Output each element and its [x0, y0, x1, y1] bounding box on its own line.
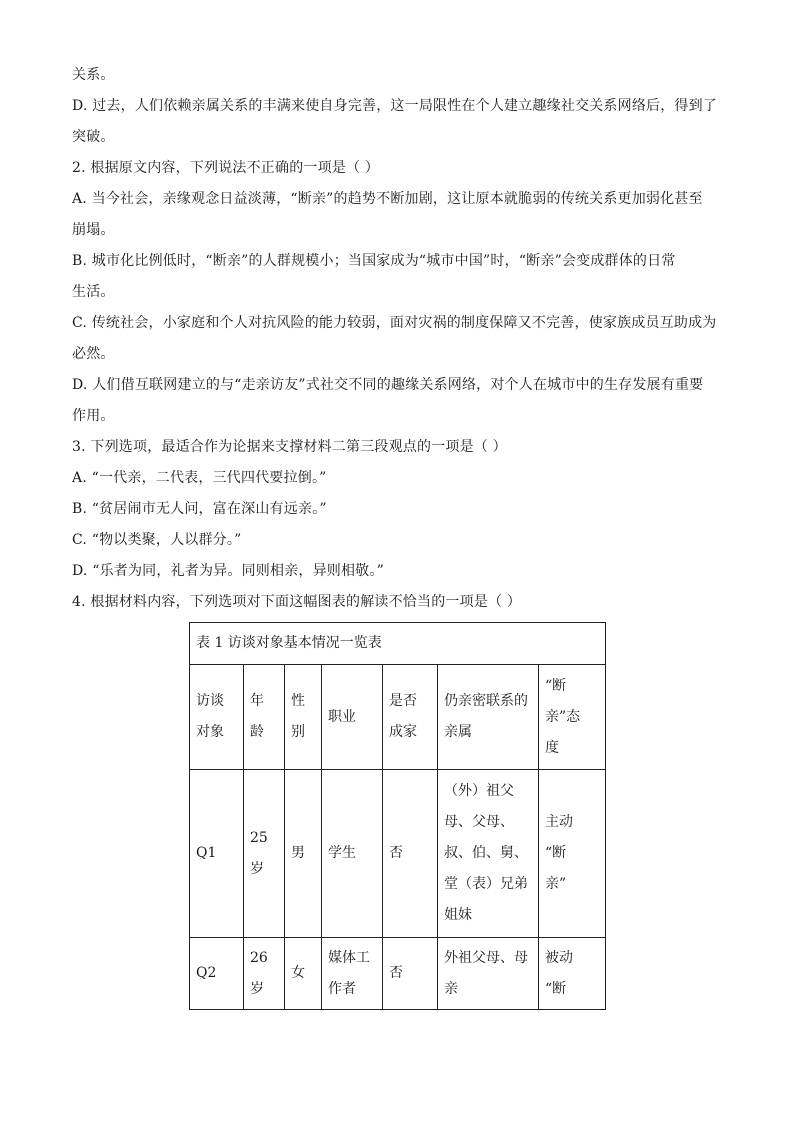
header-cell: 年 龄	[244, 665, 285, 770]
option-c-line: C. “物以类聚，人以群分。”	[72, 532, 242, 548]
option-d-line: D. 人们借互联网建立的与“走亲访友”式社交不同的趣缘关系网络，对个人在城市中的生存发展有重要	[72, 377, 704, 393]
table-cell: 26 岁	[244, 938, 285, 1010]
table-cell: 外祖父母、母 亲	[438, 938, 539, 1010]
table-cell: 学生	[322, 770, 383, 938]
question-3: 3. 下列选项，最适合作为论据来支撑材料二第三段观点的一项是（ ）	[72, 439, 507, 455]
table-cell: Q1	[190, 770, 244, 938]
text-line: 作用。	[72, 408, 115, 424]
table-caption-row	[190, 623, 606, 665]
table-caption: 表 1 访谈对象基本情况一览表	[190, 623, 606, 665]
text-line: 关系。	[72, 67, 115, 83]
table-cell: Q2	[190, 938, 244, 1010]
header-cell: 仍亲密联系的 亲属	[438, 665, 539, 770]
table-cell: 女	[285, 938, 322, 1010]
option-d-line: D. 过去，人们依赖亲属关系的丰满来使自身完善，这一局限性在个人建立趣缘社交关系网络后，得到了	[72, 98, 718, 114]
option-b-line: B. “贫居闹市无人问，富在深山有远亲。”	[72, 501, 327, 517]
text-line: 突破。	[72, 129, 115, 145]
table-cell: 25 岁	[244, 770, 285, 938]
table-row	[190, 770, 606, 938]
table-cell: 否	[383, 938, 438, 1010]
question-4: 4. 根据材料内容，下列选项对下面这幅图表的解读不恰当的一项是（ ）	[72, 594, 522, 610]
table-cell: 媒体工 作者	[322, 938, 383, 1010]
interviewee-table	[189, 622, 606, 1010]
text-line: 必然。	[72, 346, 115, 362]
header-cell: “断 亲”态 度	[539, 665, 606, 770]
table-cell: 否	[383, 770, 438, 938]
table-cell: 被动 “断	[539, 938, 606, 1010]
header-cell: 是否 成家	[383, 665, 438, 770]
header-cell: 职业	[322, 665, 383, 770]
option-c-line: C. 传统社会，小家庭和个人对抗风险的能力较弱，面对灾祸的制度保障又不完善，使家族成员互助成为	[72, 315, 717, 331]
option-a-line: A. 当今社会，亲缘观念日益淡薄，“断亲”的趋势不断加剧，这让原本就脆弱的传统关系更加弱化甚至	[72, 191, 703, 207]
option-a-line: A. “一代亲，二代表，三代四代要拉倒。”	[72, 470, 327, 486]
text-line: 崩塌。	[72, 222, 115, 238]
table-cell: （外）祖父 母、父母、 叔、伯、舅、 堂（表）兄弟 姐妹	[438, 770, 539, 938]
text-line: 生活。	[72, 284, 115, 300]
document-body	[72, 60, 717, 618]
table-cell: 男	[285, 770, 322, 938]
header-cell: 性 别	[285, 665, 322, 770]
table-cell: 主动 “断 亲”	[539, 770, 606, 938]
table-row	[190, 938, 606, 1010]
option-d-line: D. “乐者为同，礼者为异。同则相亲，异则相敬。”	[72, 563, 384, 579]
header-cell: 访谈 对象	[190, 665, 244, 770]
option-b-line: B. 城市化比例低时，“断亲”的人群规模小；当国家成为“城市中国”时，“断亲”会变成群体的日常	[72, 253, 676, 269]
table-header-row	[190, 665, 606, 770]
question-2: 2. 根据原文内容，下列说法不正确的一项是（ ）	[72, 160, 380, 176]
